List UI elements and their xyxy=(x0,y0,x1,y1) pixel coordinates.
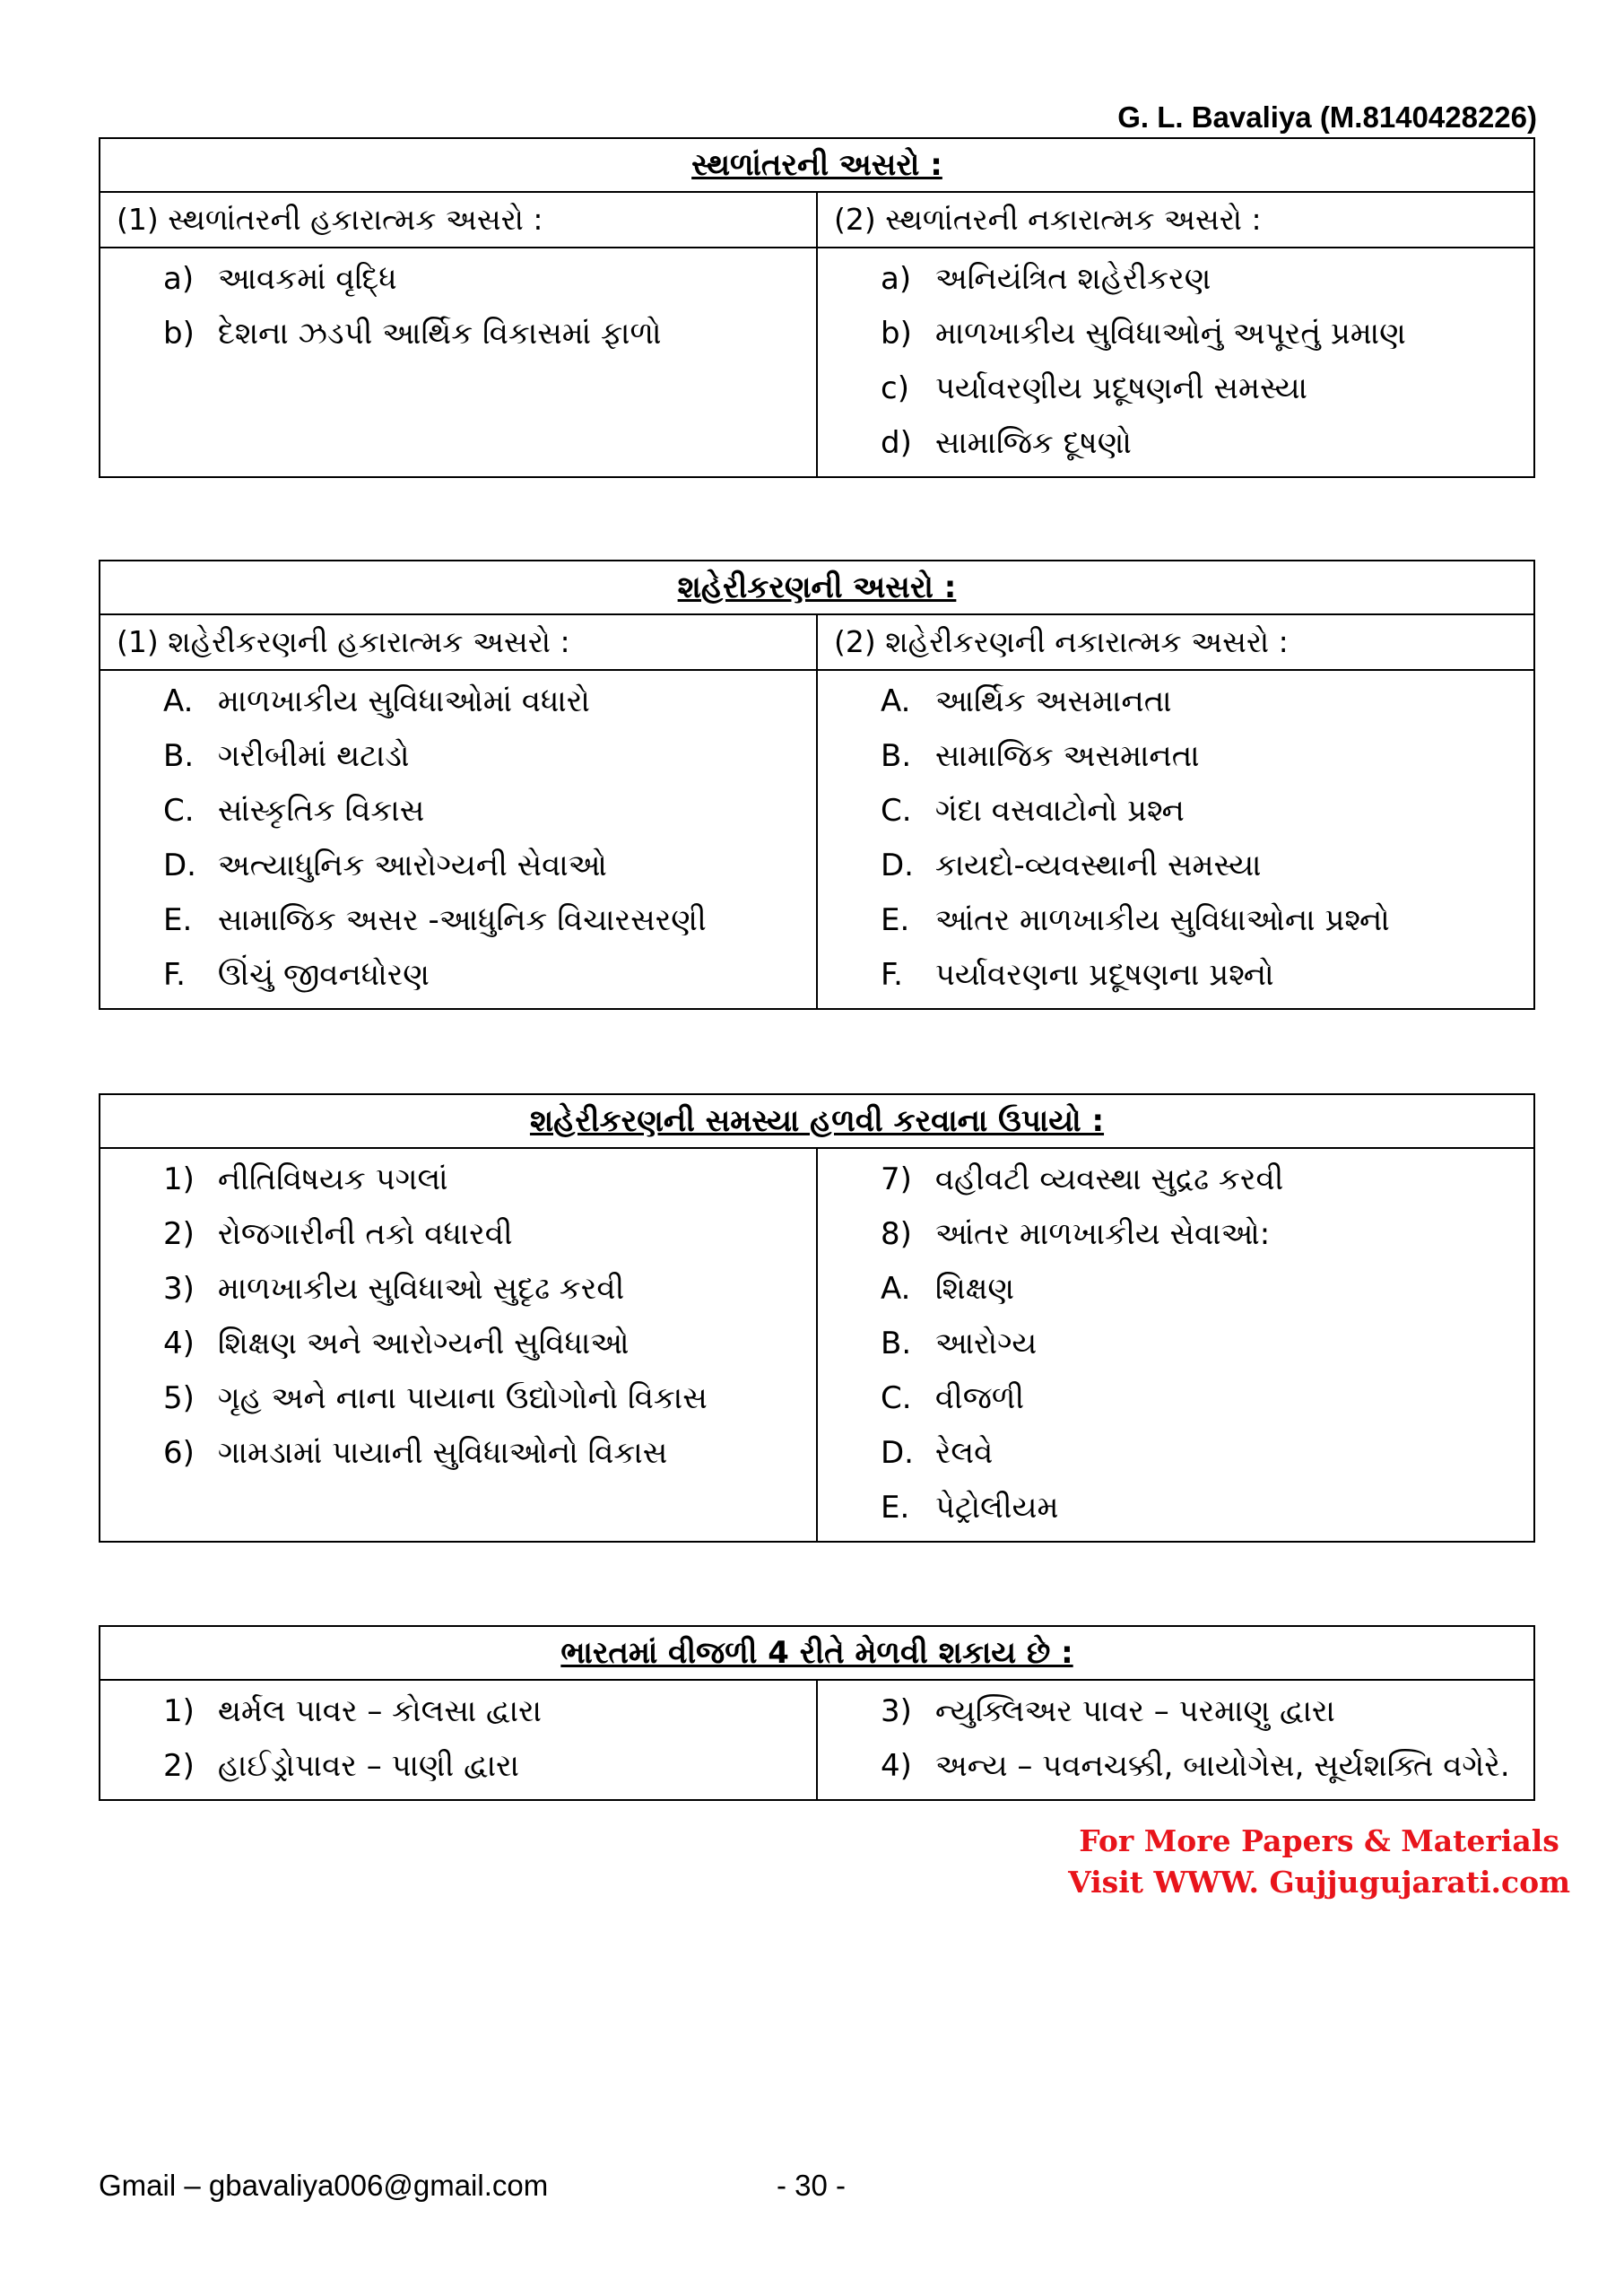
list-item: A. માળખાકીય સુવિધાઓમાં વધારો xyxy=(163,683,590,719)
list-item: d) સામાજિક દૂષણો xyxy=(881,425,1132,461)
list-item: 7) વહીવટી વ્યવસ્થા સુદ્રઢ કરવી xyxy=(881,1161,1284,1197)
section-title: સ્થળાંતરની અસરો : xyxy=(100,138,1534,192)
remedies-list-right xyxy=(817,1148,1534,1542)
list-item: 1) થર્મલ પાવર – કોલસા દ્વારા xyxy=(163,1693,542,1729)
list-item: 3) ન્યુક્લિઅર પાવર – પરમાણુ દ્વારા xyxy=(881,1693,1335,1729)
list-item: 5) ગૃહ અને નાના પાયાના ઉદ્યોગોનો વિકાસ xyxy=(163,1380,708,1416)
positive-list xyxy=(100,248,817,477)
list-item: 4) અન્ય – પવનચક્કી, બાયોગેસ, સૂર્યશક્તિ વગેરે. xyxy=(881,1748,1510,1784)
list-item: B. આરોગ્ય xyxy=(881,1326,1038,1361)
author-credit: G. L. Bavaliya (M.8140428226) xyxy=(1117,100,1537,134)
list-item: B. સામાજિક અસમાનતા xyxy=(881,738,1200,774)
footer-email: Gmail – gbavaliya006@gmail.com xyxy=(99,2169,549,2202)
list-item: C. વીજળી xyxy=(881,1380,1025,1416)
list-item: c) પર્યાવરણીય પ્રદૂષણની સમસ્યા xyxy=(881,370,1307,406)
electricity-sources-table xyxy=(99,1625,1535,1801)
promo-line-2[interactable]: Visit WWW. Gujjugujarati.com xyxy=(1068,1865,1570,1900)
sources-list-left xyxy=(100,1680,817,1800)
list-item: 2) હાઈડ્રોપાવર – પાણી દ્વારા xyxy=(163,1748,519,1784)
urbanization-effects-table xyxy=(99,560,1535,1010)
promo-block xyxy=(1068,1821,1570,1903)
list-item: 3) માળખાકીય સુવિધાઓ સુદૃઢ કરવી xyxy=(163,1271,625,1307)
list-item: b) દેશના ઝડપી આર્થિક વિકાસમાં ફાળો xyxy=(163,316,662,352)
promo-line-1: For More Papers & Materials xyxy=(1079,1823,1559,1858)
negative-heading: (2) શહેરીકરણની નકારાત્મક અસરો : xyxy=(817,614,1534,670)
list-item: 1) નીતિવિષયક પગલાં xyxy=(163,1161,448,1197)
section-title: શહેરીકરણની સમસ્યા હળવી કરવાના ઉપાયો : xyxy=(100,1094,1534,1148)
section-title: ભારતમાં વીજળી 4 રીતે મેળવી શકાય છે : xyxy=(100,1626,1534,1680)
list-item: 6) ગામડામાં પાયાની સુવિધાઓનો વિકાસ xyxy=(163,1435,668,1471)
list-item: C. સાંસ્કૃતિક વિકાસ xyxy=(163,793,425,829)
section-title: શહેરીકરણની અસરો : xyxy=(100,561,1534,614)
page-number: - 30 - xyxy=(777,2169,847,2202)
list-item: a) આવકમાં વૃદ્ધિ xyxy=(163,261,397,297)
positive-heading: (1) સ્થળાંતરની હકારાત્મક અસરો : xyxy=(100,192,817,248)
sources-list-right xyxy=(817,1680,1534,1800)
list-item: A. શિક્ષણ xyxy=(881,1271,1015,1307)
positive-list xyxy=(100,670,817,1009)
list-item: 4) શિક્ષણ અને આરોગ્યની સુવિધાઓ xyxy=(163,1326,630,1361)
list-item: E. પેટ્રોલીયમ xyxy=(881,1490,1059,1526)
migration-effects-table xyxy=(99,137,1535,478)
remedies-list-left xyxy=(100,1148,817,1542)
list-item: D. રેલવે xyxy=(881,1435,994,1471)
list-item: D. કાયદો-વ્યવસ્થાની સમસ્યા xyxy=(881,848,1262,883)
list-item: D. અત્યાધુનિક આરોગ્યની સેવાઓ xyxy=(163,848,607,883)
urbanization-remedies-table xyxy=(99,1093,1535,1543)
negative-heading: (2) સ્થળાંતરની નકારાત્મક અસરો : xyxy=(817,192,1534,248)
list-item: E. આંતર માળખાકીય સુવિધાઓના પ્રશ્નો xyxy=(881,902,1390,938)
list-item: E. સામાજિક અસર -આધુનિક વિચારસરણી xyxy=(163,902,707,938)
list-item: F. પર્યાવરણના પ્રદૂષણના પ્રશ્નો xyxy=(881,957,1274,993)
list-item: 8) આંતર માળખાકીય સેવાઓ: xyxy=(881,1216,1271,1252)
list-item: C. ગંદા વસવાટોનો પ્રશ્ન xyxy=(881,793,1185,829)
list-item: B. ગરીબીમાં થટાડો xyxy=(163,738,410,774)
list-item: 2) રોજગારીની તકો વધારવી xyxy=(163,1216,513,1252)
negative-list xyxy=(817,248,1534,477)
list-item: b) માળખાકીય સુવિધાઓનું અપૂરતું પ્રમાણ xyxy=(881,316,1406,352)
list-item: a) અનિયંત્રિત શહેરીકરણ xyxy=(881,261,1211,297)
list-item: F. ઊંચું જીવનધોરણ xyxy=(163,957,430,993)
positive-heading: (1) શહેરીકરણની હકારાત્મક અસરો : xyxy=(100,614,817,670)
list-item: A. આર્થિક અસમાનતા xyxy=(881,683,1172,719)
negative-list xyxy=(817,670,1534,1009)
